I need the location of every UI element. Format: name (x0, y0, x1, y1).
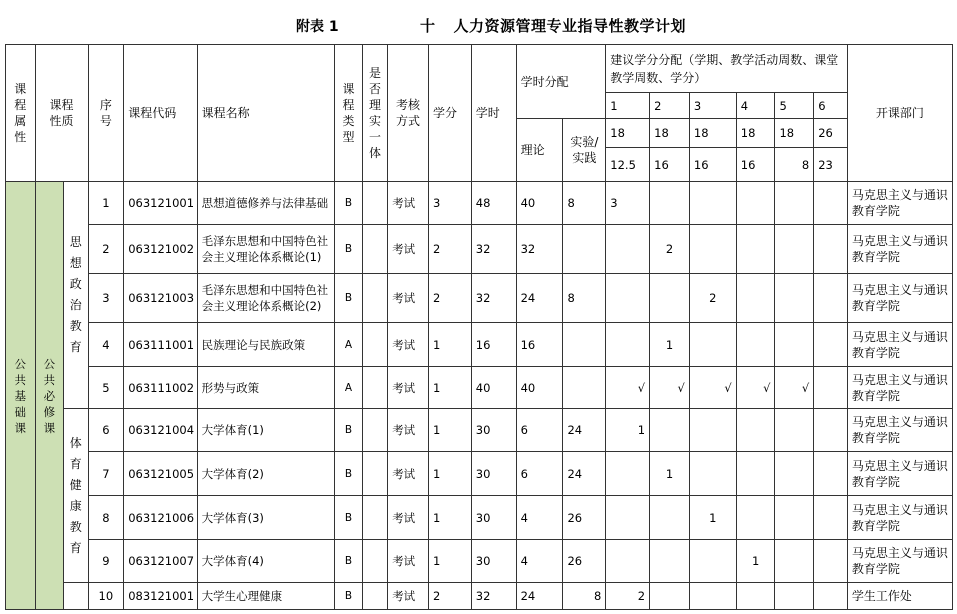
subgroup-pe: 体育健康教育 (64, 409, 88, 583)
cell-dept: 马克思主义与通识教育学院 (847, 452, 952, 496)
cell-s5 (775, 583, 814, 610)
table-row (6, 583, 953, 610)
cell-dept: 马克思主义与通识教育学院 (847, 409, 952, 452)
cell-name: 思想道德修养与法律基础 (197, 182, 335, 225)
cell-s4 (736, 225, 775, 274)
cell-dept: 马克思主义与通识教育学院 (847, 182, 952, 225)
cell-credit: 1 (428, 452, 471, 496)
header-exam: 考核方式 (388, 45, 429, 182)
cell-code: 063121006 (124, 496, 197, 540)
cell-s2 (650, 274, 690, 323)
header-type: 课程类型 (335, 45, 363, 182)
header-theory: 理论 (516, 119, 563, 182)
cell-exam: 考试 (388, 583, 429, 610)
header-theory-practice: 是否理实一体 (362, 45, 387, 182)
cell-s3 (689, 452, 736, 496)
cell-name: 毛泽东思想和中国特色社会主义理论体系概论(1) (197, 225, 335, 274)
activity-weeks-1: 18 (606, 119, 650, 148)
cell-s1 (606, 496, 650, 540)
class-weeks-2: 16 (650, 148, 690, 182)
cell-s3 (689, 583, 736, 610)
cell-exam: 考试 (388, 540, 429, 583)
cell-code: 063121001 (124, 182, 197, 225)
cell-hours: 16 (471, 323, 516, 367)
cell-practice: 8 (563, 182, 606, 225)
cell-name: 大学体育(1) (197, 409, 335, 452)
cell-exam: 考试 (388, 367, 429, 409)
cell-practice: 8 (563, 274, 606, 323)
cell-tp (362, 583, 387, 610)
cell-s1: 3 (606, 182, 650, 225)
cell-type: B (335, 274, 363, 323)
cell-practice (563, 225, 606, 274)
header-credit: 学分 (428, 45, 471, 182)
cell-credit: 3 (428, 182, 471, 225)
subgroup-empty (64, 583, 88, 610)
cell-code: 063111002 (124, 367, 197, 409)
activity-weeks-2: 18 (650, 119, 690, 148)
table-title (420, 15, 686, 36)
cell-exam: 考试 (388, 225, 429, 274)
cell-s4 (736, 182, 775, 225)
cell-dept: 马克思主义与通识教育学院 (847, 540, 952, 583)
cell-exam: 考试 (388, 496, 429, 540)
cell-credit: 1 (428, 540, 471, 583)
cell-practice (563, 367, 606, 409)
cell-s1 (606, 452, 650, 496)
cell-s6 (814, 367, 848, 409)
cell-s4 (736, 496, 775, 540)
table-row (6, 496, 953, 540)
cell-tp (362, 409, 387, 452)
cell-dept: 马克思主义与通识教育学院 (847, 496, 952, 540)
cell-practice: 26 (563, 496, 606, 540)
cell-theory: 6 (516, 452, 563, 496)
header-row-1 (6, 45, 953, 93)
cell-s5 (775, 182, 814, 225)
cell-s4 (736, 274, 775, 323)
header-course-nature: 课程性质 (35, 45, 88, 182)
header-practice: 实验/实践 (563, 119, 606, 182)
cell-s6 (814, 583, 848, 610)
header-suggest: 建议学分分配（学期、教学活动周数、课堂教学周数、学分） (606, 45, 848, 93)
cell-theory: 40 (516, 182, 563, 225)
cell-hours: 30 (471, 452, 516, 496)
class-weeks-6: 23 (814, 148, 848, 182)
cell-tp (362, 540, 387, 583)
cell-practice: 26 (563, 540, 606, 583)
cell-code: 063121003 (124, 274, 197, 323)
cell-s5 (775, 540, 814, 583)
cell-theory: 24 (516, 274, 563, 323)
cell-s2: √ (650, 367, 690, 409)
activity-weeks-4: 18 (736, 119, 775, 148)
cell-s3 (689, 409, 736, 452)
group-category: 公共基础课 (6, 182, 36, 610)
cell-type: B (335, 496, 363, 540)
cell-name: 民族理论与民族政策 (197, 323, 335, 367)
header-course-category: 课程属性 (6, 45, 36, 182)
cell-dept: 学生工作处 (847, 583, 952, 610)
cell-s2 (650, 496, 690, 540)
cell-tp (362, 496, 387, 540)
cell-hours: 32 (471, 583, 516, 610)
cell-s3: √ (689, 367, 736, 409)
cell-code: 063121005 (124, 452, 197, 496)
title-number: 十 (420, 17, 436, 35)
cell-hours: 48 (471, 182, 516, 225)
cell-s3 (689, 182, 736, 225)
cell-practice: 8 (563, 583, 606, 610)
cell-s4 (736, 323, 775, 367)
cell-s4: 1 (736, 540, 775, 583)
cell-theory: 6 (516, 409, 563, 452)
cell-credit: 2 (428, 274, 471, 323)
table-row (6, 274, 953, 323)
cell-seq: 9 (88, 540, 124, 583)
class-weeks-4: 16 (736, 148, 775, 182)
cell-tp (362, 323, 387, 367)
cell-s3: 2 (689, 274, 736, 323)
cell-name: 大学生心理健康 (197, 583, 335, 610)
cell-type: B (335, 540, 363, 583)
semester-1: 1 (606, 93, 650, 119)
cell-hours: 32 (471, 225, 516, 274)
table-row (6, 182, 953, 225)
cell-tp (362, 367, 387, 409)
cell-s6 (814, 182, 848, 225)
cell-s6 (814, 323, 848, 367)
header-department: 开课部门 (847, 45, 952, 182)
cell-s2: 2 (650, 225, 690, 274)
cell-code: 063121004 (124, 409, 197, 452)
cell-s6 (814, 496, 848, 540)
cell-s4 (736, 409, 775, 452)
subgroup-politics: 思想政治教育 (64, 182, 88, 409)
cell-s3 (689, 540, 736, 583)
cell-s4: √ (736, 367, 775, 409)
cell-seq: 3 (88, 274, 124, 323)
cell-dept: 马克思主义与通识教育学院 (847, 225, 952, 274)
group-nature: 公共必修课 (35, 182, 64, 610)
cell-type: B (335, 182, 363, 225)
class-weeks-3: 16 (689, 148, 736, 182)
cell-seq: 10 (88, 583, 124, 610)
cell-theory: 4 (516, 540, 563, 583)
header-code: 课程代码 (124, 45, 197, 182)
cell-s1: 2 (606, 583, 650, 610)
cell-exam: 考试 (388, 323, 429, 367)
cell-theory: 40 (516, 367, 563, 409)
cell-code: 063121002 (124, 225, 197, 274)
cell-exam: 考试 (388, 409, 429, 452)
cell-s5 (775, 274, 814, 323)
cell-dept: 马克思主义与通识教育学院 (847, 323, 952, 367)
cell-s2 (650, 182, 690, 225)
header-hours-dist: 学时分配 (516, 45, 606, 119)
title-text: 人力资源管理专业指导性教学计划 (453, 17, 687, 35)
cell-hours: 40 (471, 367, 516, 409)
cell-seq: 2 (88, 225, 124, 274)
cell-type: A (335, 367, 363, 409)
cell-dept: 马克思主义与通识教育学院 (847, 367, 952, 409)
header-seq: 序号 (88, 45, 124, 182)
cell-practice: 24 (563, 409, 606, 452)
cell-s6 (814, 452, 848, 496)
cell-s3: 1 (689, 496, 736, 540)
cell-type: B (335, 583, 363, 610)
cell-exam: 考试 (388, 452, 429, 496)
cell-practice: 24 (563, 452, 606, 496)
activity-weeks-3: 18 (689, 119, 736, 148)
cell-s3 (689, 225, 736, 274)
header-hours: 学时 (471, 45, 516, 182)
cell-s5 (775, 409, 814, 452)
cell-s6 (814, 540, 848, 583)
cell-s5: √ (775, 367, 814, 409)
semester-4: 4 (736, 93, 775, 119)
table-row (6, 323, 953, 367)
cell-name: 大学体育(3) (197, 496, 335, 540)
cell-s1: √ (606, 367, 650, 409)
semester-6: 6 (814, 93, 848, 119)
cell-hours: 30 (471, 540, 516, 583)
cell-tp (362, 452, 387, 496)
table-row (6, 225, 953, 274)
cell-s2 (650, 540, 690, 583)
cell-name: 大学体育(4) (197, 540, 335, 583)
cell-s2 (650, 583, 690, 610)
cell-tp (362, 182, 387, 225)
cell-credit: 1 (428, 323, 471, 367)
cell-s1 (606, 323, 650, 367)
cell-theory: 24 (516, 583, 563, 610)
class-weeks-1: 12.5 (606, 148, 650, 182)
activity-weeks-5: 18 (775, 119, 814, 148)
table-row (6, 409, 953, 452)
cell-name: 形势与政策 (197, 367, 335, 409)
cell-credit: 1 (428, 367, 471, 409)
cell-s4 (736, 452, 775, 496)
table-row (6, 452, 953, 496)
table-row (6, 540, 953, 583)
cell-s5 (775, 496, 814, 540)
cell-hours: 32 (471, 274, 516, 323)
cell-code: 083121001 (124, 583, 197, 610)
cell-s3 (689, 323, 736, 367)
cell-s4 (736, 583, 775, 610)
cell-seq: 6 (88, 409, 124, 452)
cell-credit: 1 (428, 409, 471, 452)
cell-seq: 1 (88, 182, 124, 225)
cell-s5 (775, 452, 814, 496)
cell-exam: 考试 (388, 274, 429, 323)
cell-s1: 1 (606, 409, 650, 452)
cell-name: 毛泽东思想和中国特色社会主义理论体系概论(2) (197, 274, 335, 323)
cell-type: B (335, 452, 363, 496)
cell-dept: 马克思主义与通识教育学院 (847, 274, 952, 323)
cell-tp (362, 225, 387, 274)
cell-hours: 30 (471, 409, 516, 452)
cell-s6 (814, 274, 848, 323)
semester-5: 5 (775, 93, 814, 119)
cell-code: 063111001 (124, 323, 197, 367)
cell-s1 (606, 274, 650, 323)
cell-tp (362, 274, 387, 323)
cell-credit: 2 (428, 225, 471, 274)
cell-type: B (335, 409, 363, 452)
cell-practice (563, 323, 606, 367)
cell-theory: 16 (516, 323, 563, 367)
cell-seq: 5 (88, 367, 124, 409)
cell-seq: 7 (88, 452, 124, 496)
table-row (6, 367, 953, 409)
class-weeks-5: 8 (775, 148, 814, 182)
cell-code: 063121007 (124, 540, 197, 583)
cell-seq: 4 (88, 323, 124, 367)
cell-exam: 考试 (388, 182, 429, 225)
header-name: 课程名称 (197, 45, 335, 182)
cell-name: 大学体育(2) (197, 452, 335, 496)
cell-s6 (814, 409, 848, 452)
cell-seq: 8 (88, 496, 124, 540)
document-title (0, 14, 957, 40)
cell-theory: 4 (516, 496, 563, 540)
cell-s2 (650, 409, 690, 452)
cell-theory: 32 (516, 225, 563, 274)
semester-3: 3 (689, 93, 736, 119)
cell-hours: 30 (471, 496, 516, 540)
cell-s6 (814, 225, 848, 274)
cell-s5 (775, 225, 814, 274)
cell-type: B (335, 225, 363, 274)
cell-credit: 1 (428, 496, 471, 540)
cell-credit: 2 (428, 583, 471, 610)
semester-2: 2 (650, 93, 690, 119)
figure-label: 附表 1 (296, 19, 339, 35)
cell-s2: 1 (650, 323, 690, 367)
teaching-plan-table (5, 44, 953, 610)
cell-s2: 1 (650, 452, 690, 496)
cell-s5 (775, 323, 814, 367)
cell-s1 (606, 225, 650, 274)
cell-type: A (335, 323, 363, 367)
activity-weeks-6: 26 (814, 119, 848, 148)
cell-s1 (606, 540, 650, 583)
